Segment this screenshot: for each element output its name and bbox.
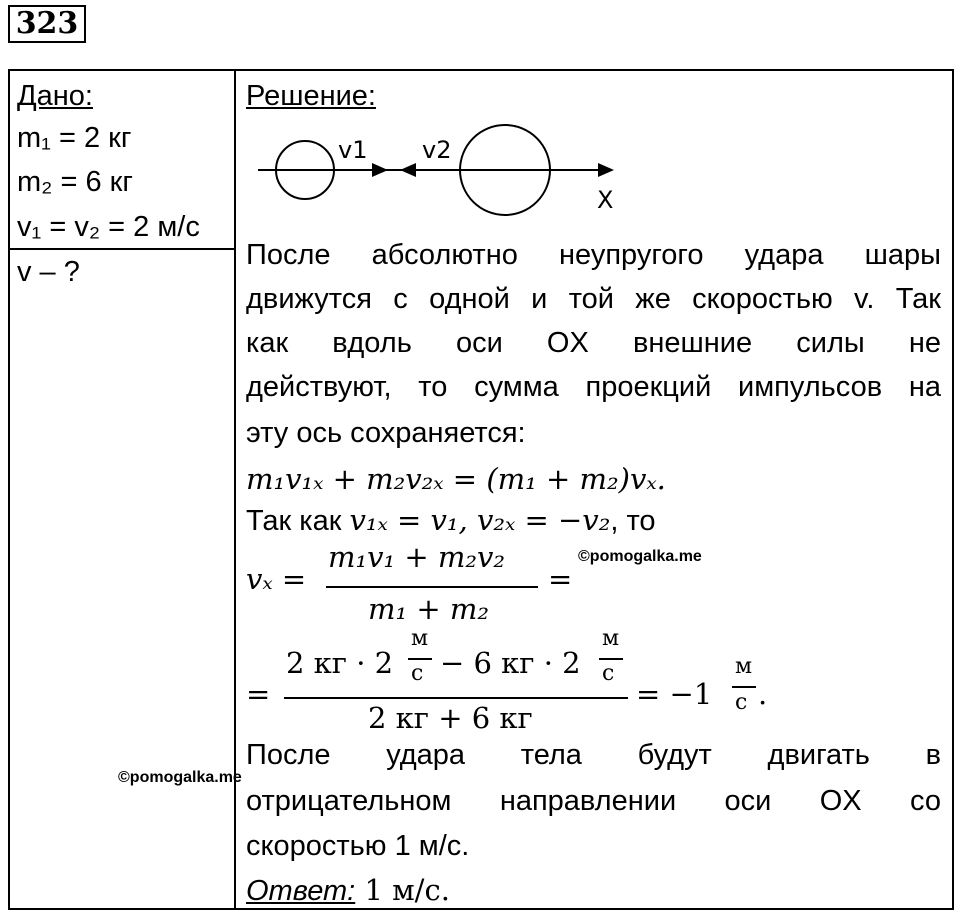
given-m1: m₁ = 2 кг [17,122,132,154]
paragraph1-line2: движутся с одной и той же скоростью v. Так [246,283,941,315]
x-axis-arrowhead [598,163,614,177]
watermark-right: ©pomogalka.me [578,548,702,565]
vx-numerator: m₁v₁ + m₂v₂ [328,540,506,574]
solution-header: Решение: [246,80,376,112]
calc-equals: = [246,677,271,711]
result-unit-den: с [735,690,748,715]
calc-numerator-a: 2 кг · 2 [286,646,394,680]
result-unit-bar [732,686,756,688]
unit-den-1: с [411,661,424,686]
since-prefix: Так как [246,505,350,537]
answer-value: 1 м/с. [355,873,450,907]
find-value: v – ? [17,256,80,288]
unit-den-2: с [602,661,615,686]
result-unit-num: м [735,654,753,679]
problem-number: 323 [8,5,86,43]
vx-lhs: vₓ = [246,562,307,596]
paragraph1-last: эту ось сохраняется: [246,417,526,449]
unit-bar-2 [599,658,623,660]
calc-numerator-b: − 6 кг · 2 [440,646,581,680]
vx-equals: = [548,562,573,596]
result-period: . [758,677,768,711]
table-divider-horizontal [8,248,236,250]
unit-num-1: м [411,626,429,651]
paragraph1-line1: После абсолютно неупругого удара шары [246,239,941,271]
calc-result: = −1 [636,677,713,711]
v2-arrowhead [400,163,416,177]
given-m2: m₂ = 6 кг [17,166,133,198]
answer-label: Ответ: [246,875,356,907]
v1-label: v1 [338,136,368,164]
given-speeds: v₁ = v₂ = 2 м/с [17,211,200,243]
calc-denominator: 2 кг + 6 кг [368,701,533,735]
calc-fraction-bar [284,697,628,699]
answer-line [246,872,450,909]
paragraph2-line1: После удара тела будут двигать в [246,739,941,771]
vx-denominator: m₁ + m₂ [368,592,489,626]
since-math: v₁ₓ = v₁, v₂ₓ = −v₂ [349,503,611,537]
unit-bar-1 [408,658,432,660]
paragraph1-line4: действуют, то сумма проекций импульсов на [246,371,941,403]
x-axis-label: X [597,186,614,214]
unit-num-2: м [602,626,620,651]
watermark-left: ©pomogalka.me [118,769,242,786]
paragraph1-line3: как вдоль оси OX внешние силы не [246,327,941,359]
momentum-equation: m₁v₁ₓ + m₂v₂ₓ = (m₁ + m₂)vₓ. [246,462,666,496]
vx-fraction-bar [326,586,538,588]
paragraph2-last: скоростью 1 м/с. [246,830,470,862]
since-line [246,502,656,539]
given-header: Дано: [17,80,93,112]
v2-label: v2 [422,136,452,164]
v1-arrowhead [372,163,388,177]
paragraph2-line2: отрицательном направлении оси OX со [246,785,941,817]
since-suffix: , то [610,505,656,537]
collision-diagram [250,118,630,218]
